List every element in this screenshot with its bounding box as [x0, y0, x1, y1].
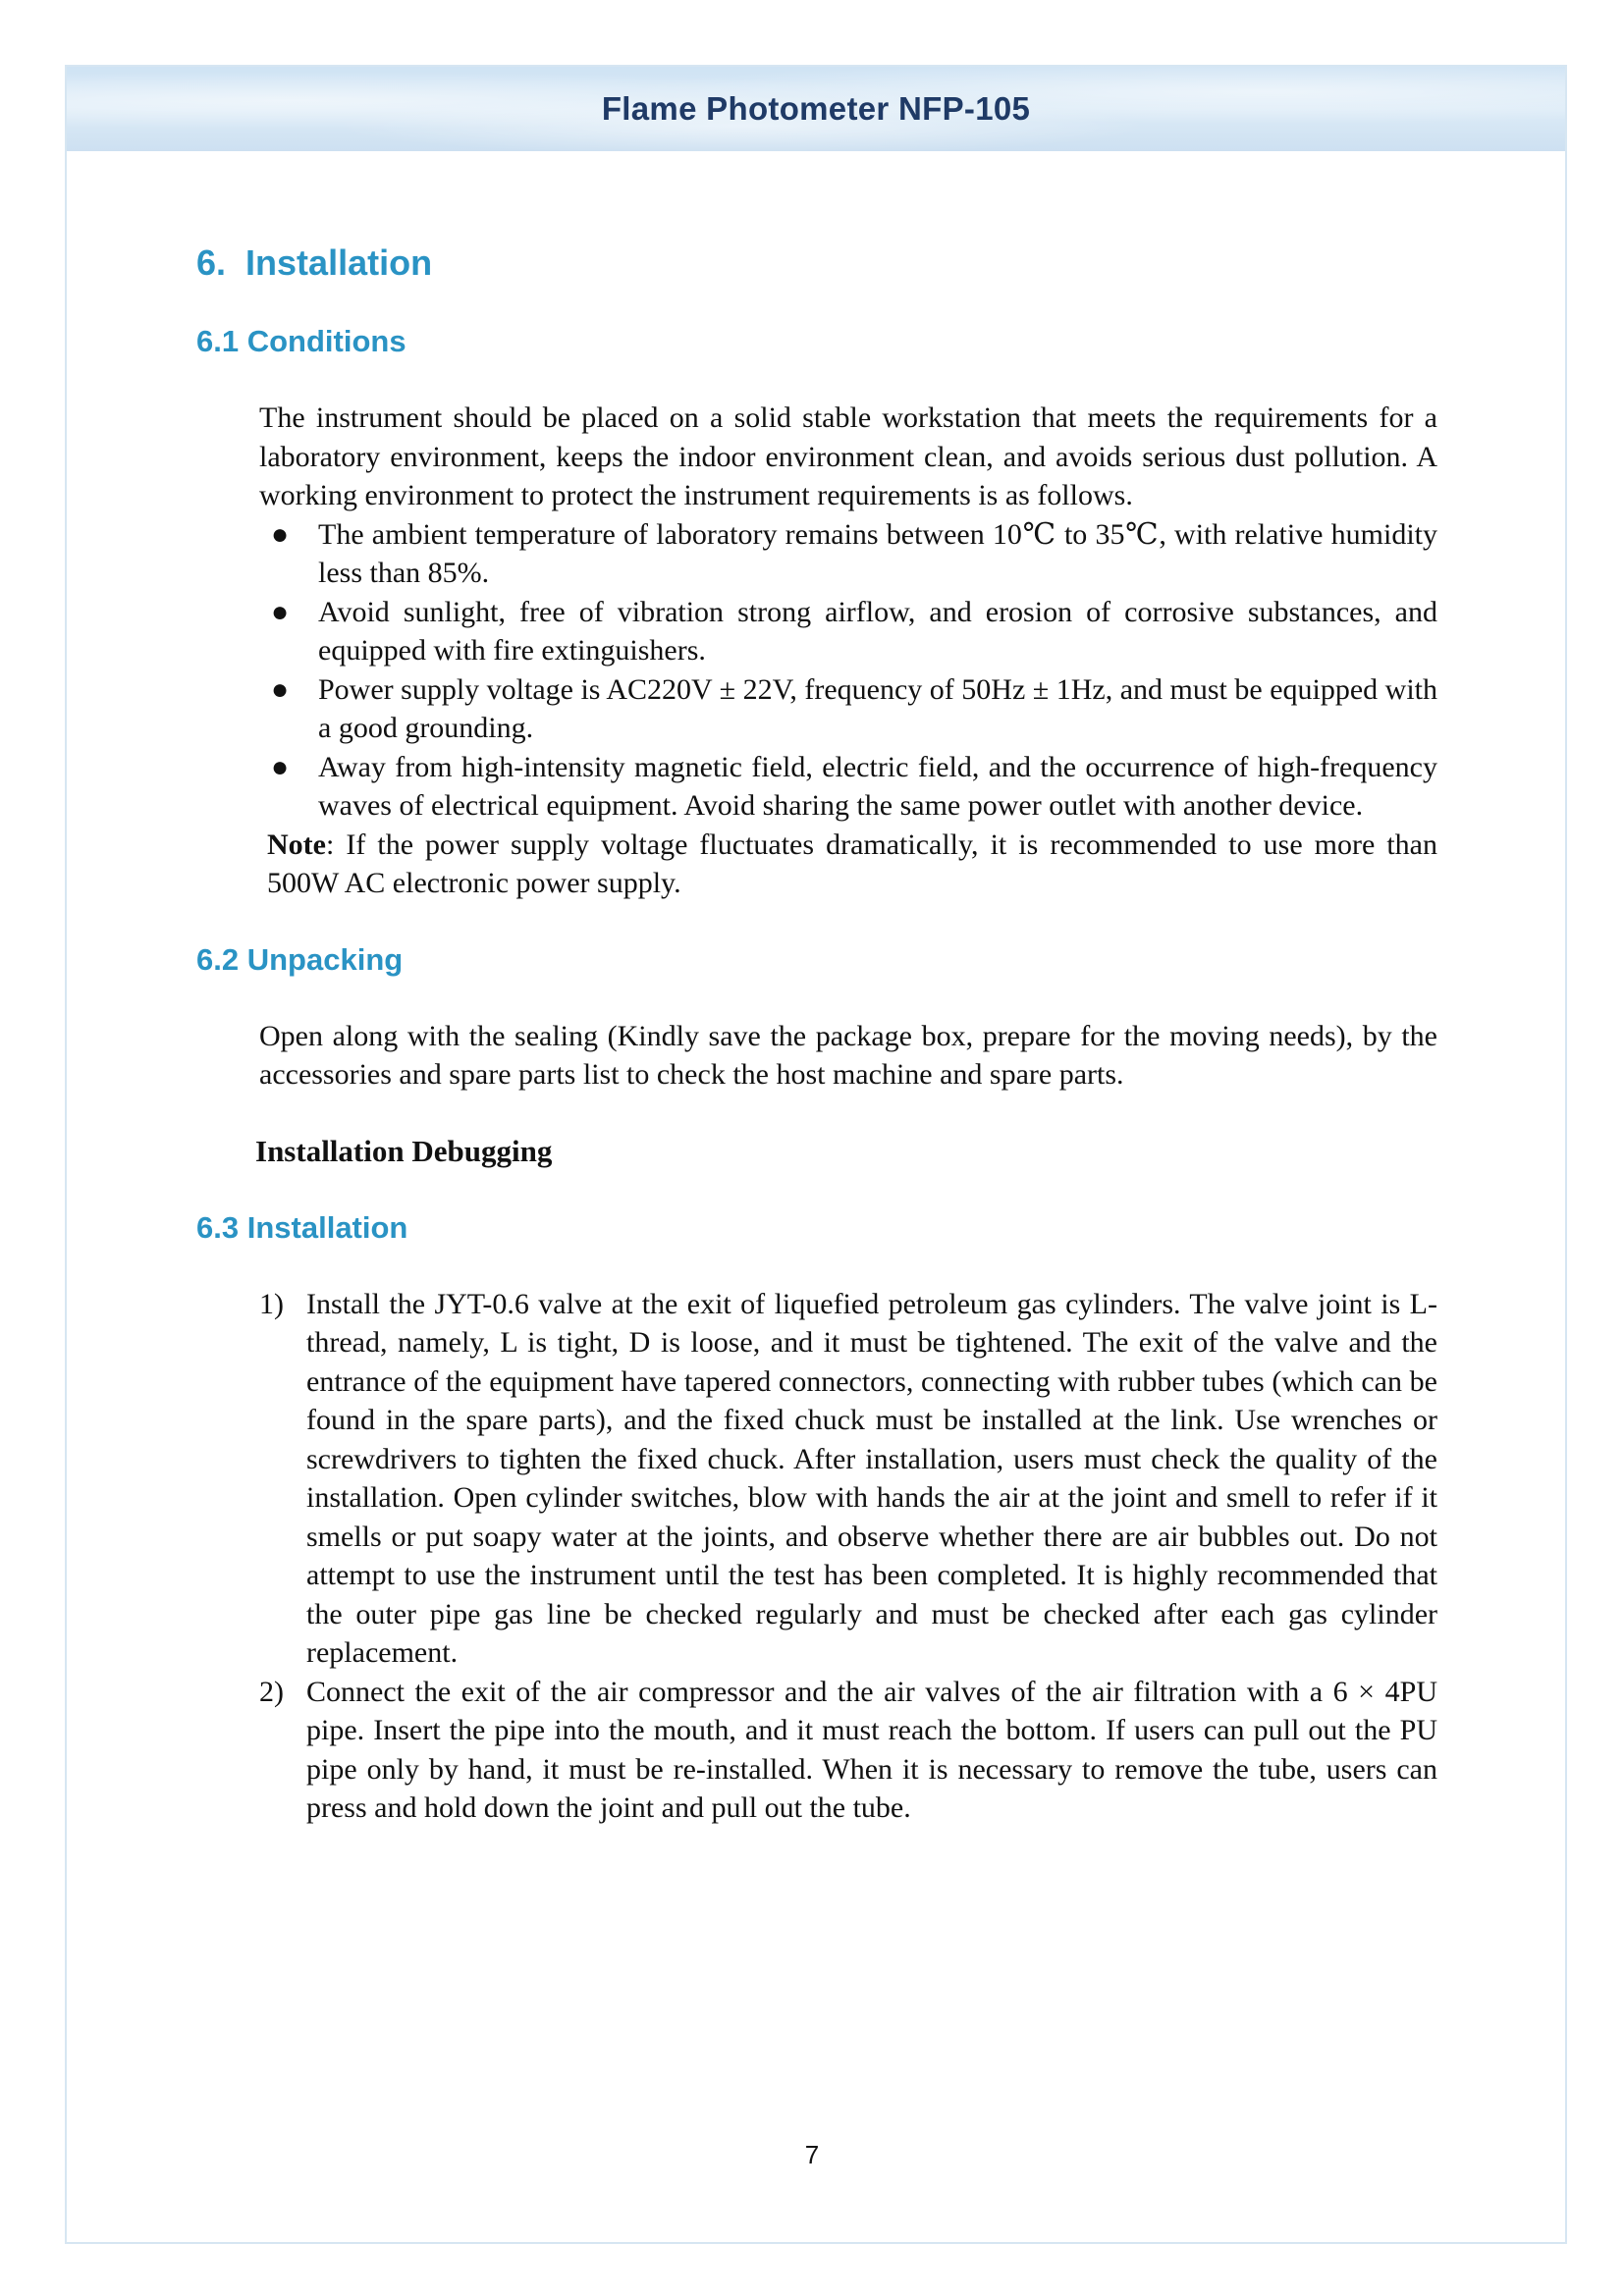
installation-steps	[259, 1285, 1437, 1828]
bullet-icon: ●	[271, 672, 290, 706]
list-item: ● The ambient temperature of laboratory remains between 10℃ to 35℃, with relative humidity less than 85%.	[259, 515, 1437, 593]
subsection-number: 6.2	[196, 941, 240, 977]
conditions-intro: The instrument should be placed on a solid stable workstation that meets the requirements for a laboratory environment, keeps the indoor environment clean, and avoids serious dust pollution. A working environment to protect the instrument requirements is as follows.	[259, 401, 1437, 511]
page-content	[196, 226, 1438, 1828]
section-number: 6.	[196, 242, 227, 283]
unpacking-block	[259, 1017, 1437, 1095]
conditions-block	[259, 399, 1437, 903]
subsection-heading-6-2	[196, 940, 1438, 980]
list-item: ● Power supply voltage is AC220V ± 22V, frequency of 50Hz ± 1Hz, and must be equipped with a good grounding.	[259, 670, 1437, 748]
step-text: Connect the exit of the air compressor and the air valves of the air filtration with a 6 × 4PU pipe. Insert the pipe into the mouth, and it must reach the bottom. If users can pull out the PU pipe only by hand, it must be re-installed. When it is necessary to remove the tube, users can press and hold down the joint and pull out the tube.	[306, 1675, 1437, 1824]
header-title: Flame Photometer NFP-105	[601, 90, 1031, 127]
page-header	[67, 67, 1565, 151]
subsection-title: Conditions	[246, 324, 406, 358]
step-number: 1)	[259, 1287, 284, 1320]
section-title: Installation	[245, 242, 433, 283]
list-item	[259, 1673, 1437, 1828]
list-item: ● Away from high-intensity magnetic field, electric field, and the occurrence of high-frequency waves of electrical equipment. Avoid sharing the same power outlet with another device.	[259, 748, 1437, 826]
subsection-number: 6.3	[196, 1209, 240, 1245]
installation-steps-block	[259, 1285, 1437, 1828]
installation-debugging-heading: Installation Debugging	[255, 1133, 553, 1168]
step-text: Install the JYT-0.6 valve at the exit of liquefied petroleum gas cylinders. The valve joint is L-thread, namely, L is tight, D is loose, and it must be tightened. The exit of the valve and the entrance of the equipment have tapered connectors, connecting with rubber tubes (which can be found in the spare parts), and the fixed chuck must be installed at the link. Use wrenches or screwdrivers to tighten the fixed chuck. After installation, users must check the quality of the installation. Open cylinder switches, blow with hands the air at the joint and smell to refer if it smells or put soapy water at the joints, and observe whether there are air bubbles out. Do not attempt to use the instrument until the test has been completed. It is highly recommended that the outer pipe gas line be checked regularly and must be checked after each gas cylinder replacement.	[306, 1287, 1437, 1669]
bullet-icon: ●	[271, 595, 290, 628]
subsection-heading-6-3	[196, 1208, 1438, 1248]
unpacking-text: Open along with the sealing (Kindly save the package box, prepare for the moving needs), by the accessories and spare parts list to check the host machine and spare parts.	[259, 1019, 1437, 1091]
subsection-number: 6.1	[196, 324, 240, 358]
note-paragraph	[267, 826, 1437, 903]
list-item	[259, 1285, 1437, 1673]
conditions-list	[259, 515, 1437, 826]
bullet-icon: ●	[271, 517, 290, 551]
note-text: : If the power supply voltage fluctuates dramatically, it is recommended to use more than 500W AC electronic power supply.	[267, 828, 1437, 899]
section-heading-6	[196, 241, 1438, 285]
subsection-title: Installation	[246, 1209, 408, 1245]
subsection-title: Unpacking	[246, 941, 404, 977]
step-number: 2)	[259, 1675, 284, 1708]
bullet-icon: ●	[271, 750, 290, 783]
subsection-heading-6-1	[196, 322, 1438, 361]
list-item: ● Avoid sunlight, free of vibration strong airflow, and erosion of corrosive substances, and equipped with fire extinguishers.	[259, 593, 1437, 670]
note-label: Note	[267, 828, 326, 861]
page-number: 7	[804, 2140, 820, 2169]
